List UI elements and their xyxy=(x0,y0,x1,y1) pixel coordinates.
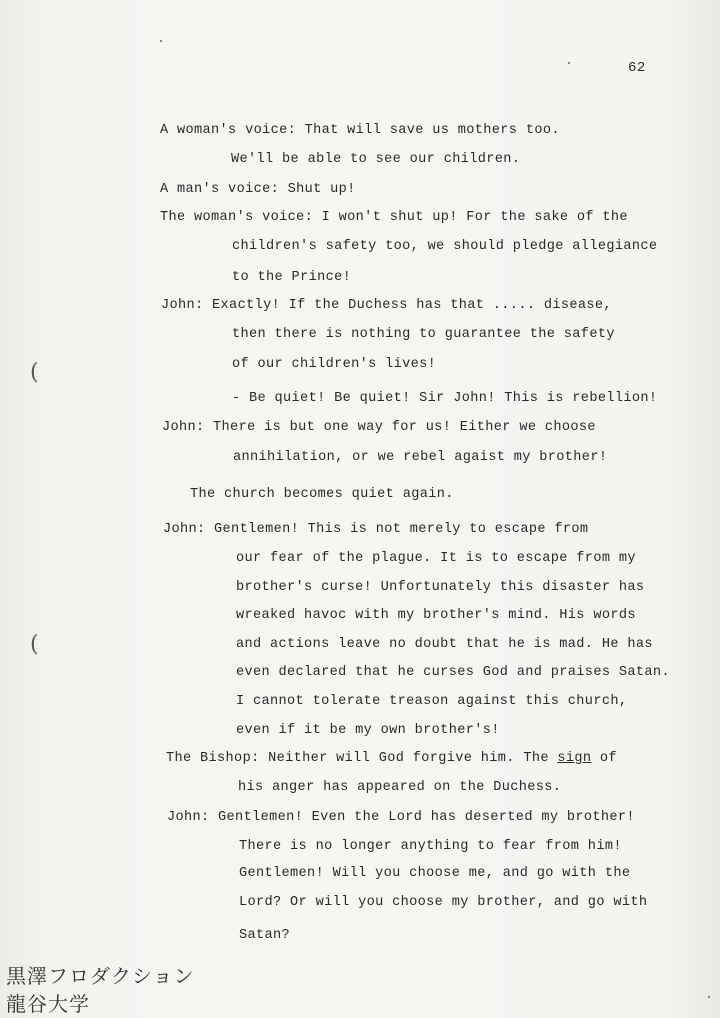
paper-speck xyxy=(160,40,162,42)
script-line: then there is nothing to guarantee the safety xyxy=(232,327,615,342)
script-line: his anger has appeared on the Duchess. xyxy=(238,780,562,795)
script-line: A woman's voice: That will save us mothers too. xyxy=(160,123,560,138)
script-line-text: The Bishop: Neither will God forgive him. The xyxy=(166,751,558,766)
script-line: A man's voice: Shut up! xyxy=(160,182,356,197)
script-line: - Be quiet! Be quiet! Sir John! This is rebellion! xyxy=(232,391,658,406)
script-line: and actions leave no doubt that he is mad. He has xyxy=(236,637,653,652)
watermark-ryukoku-university: 龍谷大学 xyxy=(6,992,90,1016)
script-line: even declared that he curses God and praises Satan. xyxy=(236,665,670,680)
script-line: our fear of the plague. It is to escape from my xyxy=(236,551,636,566)
script-line: I cannot tolerate treason against this church, xyxy=(236,694,628,709)
margin-bracket-mark: ( xyxy=(30,632,39,657)
script-line: There is no longer anything to fear from him! xyxy=(239,839,622,854)
script-line: of our children's lives! xyxy=(232,357,437,372)
page-number: 62 xyxy=(628,60,646,76)
script-line: We'll be able to see our children. xyxy=(231,152,521,167)
margin-bracket-mark: ( xyxy=(30,360,39,385)
watermark-kurosawa-production: 黒澤フロダクション xyxy=(6,964,195,988)
script-line: John: There is but one way for us! Either we choose xyxy=(162,420,596,435)
script-line: John: Exactly! If the Duchess has that ..... disease, xyxy=(161,298,612,313)
script-line: John: Gentlemen! This is not merely to escape from xyxy=(163,522,589,537)
script-line: brother's curse! Unfortunately this disaster has xyxy=(236,580,645,595)
script-line: Lord? Or will you choose my brother, and go with xyxy=(239,895,648,910)
script-line: Satan? xyxy=(239,928,291,943)
script-line: John: Gentlemen! Even the Lord has deserted my brother! xyxy=(167,810,635,825)
script-line-text: of xyxy=(591,751,617,766)
underlined-word: sign xyxy=(557,751,592,766)
script-line: children's safety too, we should pledge allegiance xyxy=(232,239,658,254)
script-line: even if it be my own brother's! xyxy=(236,723,500,738)
stage-direction: The church becomes quiet again. xyxy=(190,487,454,502)
script-line xyxy=(166,751,617,766)
paper-speck xyxy=(708,996,710,998)
script-line: to the Prince! xyxy=(232,270,352,285)
paper-speck xyxy=(568,62,570,64)
script-line: Gentlemen! Will you choose me, and go with the xyxy=(239,866,631,881)
script-line: wreaked havoc with my brother's mind. His words xyxy=(236,608,636,623)
script-line: The woman's voice: I won't shut up! For the sake of the xyxy=(160,210,628,225)
script-line: annihilation, or we rebel agaist my brother! xyxy=(233,450,608,465)
